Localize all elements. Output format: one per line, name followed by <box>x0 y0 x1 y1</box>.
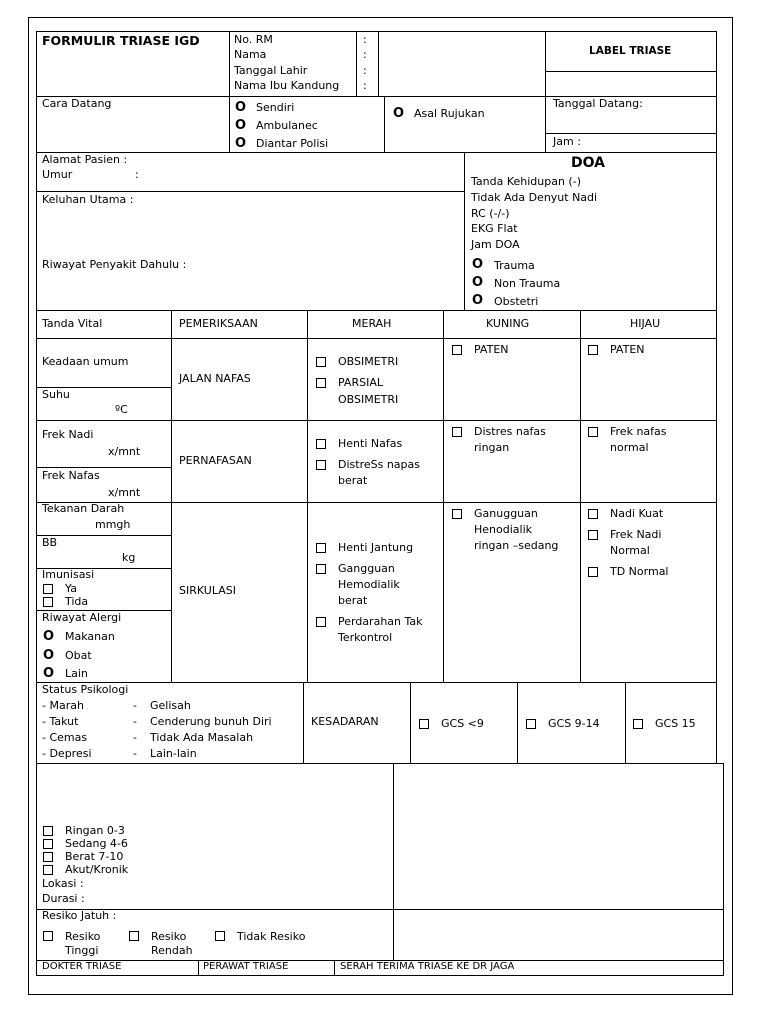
kuning-ganugguan: ringan –sedang <box>474 539 559 552</box>
psikologi-dash: - <box>133 731 137 744</box>
checkbox-merah-obsimetri[interactable] <box>316 357 326 367</box>
kuning-paten: PATEN <box>474 343 509 356</box>
form-title: FORMULIR TRIASE IGD <box>42 33 200 48</box>
obstetri-label: Obstetri <box>494 295 539 308</box>
nyeri-akut: Akut/Kronik <box>65 863 129 876</box>
frek-nafas-label: Frek Nafas <box>42 469 100 482</box>
page-border <box>28 17 733 995</box>
psikologi-item: Tidak Ada Masalah <box>150 731 254 744</box>
hijau-frek-nafas: Frek nafas <box>610 425 667 438</box>
tanggal-datang-label: Tanggal Datang: <box>553 97 643 110</box>
ya-label: Ya <box>65 582 77 595</box>
doa-line: EKG Flat <box>471 222 518 235</box>
checkbox-nyeri-berat[interactable] <box>43 852 53 862</box>
ambulance-label: Ambulanec <box>256 119 318 132</box>
col-kuning: KUNING <box>486 317 530 330</box>
resiko-tinggi: Resiko <box>65 930 101 943</box>
radio-diantar-polisi[interactable]: O <box>235 136 247 151</box>
tidak-resiko: Tidak Resiko <box>237 930 306 943</box>
resiko-tinggi: Tinggi <box>65 944 99 957</box>
obat-label: Obat <box>65 649 92 662</box>
hijau-paten: PATEN <box>610 343 645 356</box>
psikologi-dash: - <box>133 715 137 728</box>
checkbox-hijau-frek-nafas[interactable] <box>588 427 598 437</box>
nyeri-berat: Berat 7-10 <box>65 850 124 863</box>
label-triase: LABEL TRIASE <box>589 45 672 57</box>
doa-line: Tidak Ada Denyut Nadi <box>471 191 598 204</box>
checkbox-gcs-mid[interactable] <box>526 719 536 729</box>
no-rm-label: No. RM <box>234 33 273 46</box>
checkbox-nyeri-ringan[interactable] <box>43 826 53 836</box>
checkbox-merah-henti-nafas[interactable] <box>316 439 326 449</box>
frek-nafas-unit: x/mnt <box>108 486 141 499</box>
merah-henti-nafas: Henti Nafas <box>338 437 403 450</box>
checkbox-nyeri-akut[interactable] <box>43 865 53 875</box>
radio-lain[interactable]: O <box>43 666 55 681</box>
merah-distress: DistreSs napas <box>338 458 420 471</box>
riwayat-label: Riwayat Penyakit Dahulu : <box>42 258 187 271</box>
tida-label: Tida <box>65 595 89 608</box>
merah-gangguan: Hemodialik <box>338 578 400 591</box>
radio-non-trauma[interactable]: O <box>472 275 484 290</box>
trauma-label: Trauma <box>494 259 535 272</box>
radio-ambulance[interactable]: O <box>235 118 247 133</box>
colon: : <box>363 64 367 77</box>
checkbox-merah-perdarahan[interactable] <box>316 617 326 627</box>
checkbox-imunisasi-tida[interactable] <box>43 597 53 607</box>
tekanan-darah-label: Tekanan Darah <box>42 502 125 515</box>
radio-makanan[interactable]: O <box>43 629 55 644</box>
doa-title: DOA <box>571 155 605 171</box>
jalan-nafas-label: JALAN NAFAS <box>179 372 251 385</box>
kuning-ganugguan: Henodialik <box>474 523 533 536</box>
checkbox-hijau-paten[interactable] <box>588 345 598 355</box>
resiko-rendah: Rendah <box>151 944 193 957</box>
checkbox-kuning-paten[interactable] <box>452 345 462 355</box>
merah-perdarahan: Perdarahan Tak <box>338 615 423 628</box>
colon: : <box>363 48 367 61</box>
kuning-ganugguan: Ganugguan <box>474 507 538 520</box>
nyeri-ringan: Ringan 0-3 <box>65 824 125 837</box>
non-trauma-label: Non Trauma <box>494 277 561 290</box>
psikologi-item: - Takut <box>42 715 79 728</box>
suhu-unit: ºC <box>115 403 128 416</box>
merah-gangguan: berat <box>338 594 368 607</box>
gcs-high-label: GCS 15 <box>655 717 696 730</box>
merah-distress: berat <box>338 474 368 487</box>
checkbox-tidak-resiko[interactable] <box>215 931 225 941</box>
alamat-label: Alamat Pasien : <box>42 153 128 166</box>
asal-rujukan-label: Asal Rujukan <box>414 107 485 120</box>
hijau-frek-nafas: normal <box>610 441 649 454</box>
psikologi-dash: - <box>133 699 137 712</box>
nama-label: Nama <box>234 48 267 61</box>
frek-nadi-unit: x/mnt <box>108 445 141 458</box>
merah-parsial: PARSIAL <box>338 376 383 389</box>
jam-label: Jam : <box>553 135 581 148</box>
merah-gangguan: Gangguan <box>338 562 395 575</box>
kesadaran-label: KESADARAN <box>311 715 379 728</box>
resiko-title: Resiko Jatuh : <box>42 909 117 922</box>
resiko-rendah: Resiko <box>151 930 187 943</box>
diantar-polisi-label: Diantar Polisi <box>256 137 329 150</box>
merah-perdarahan: Terkontrol <box>338 631 393 644</box>
serah-terima: SERAH TERIMA TRIASE KE DR JAGA <box>340 961 515 972</box>
keluhan-label: Keluhan Utama : <box>42 193 134 206</box>
psikologi-item: - Marah <box>42 699 84 712</box>
gcs-low-label: GCS <9 <box>441 717 484 730</box>
psikologi-item: - Cemas <box>42 731 88 744</box>
checkbox-kuning-ganugguan[interactable] <box>452 509 462 519</box>
pernafasan-label: PERNAFASAN <box>179 454 252 467</box>
cara-datang-label: Cara Datang <box>42 97 112 110</box>
perawat-triase: PERAWAT TRIASE <box>203 961 289 972</box>
radio-asal-rujukan[interactable]: O <box>393 106 405 121</box>
merah-obsimetri: OBSIMETRI <box>338 355 399 368</box>
bb-unit: kg <box>122 551 136 564</box>
radio-sendiri[interactable]: O <box>235 100 247 115</box>
sirkulasi-label: SIRKULASI <box>179 584 236 597</box>
checkbox-imunisasi-ya[interactable] <box>43 584 53 594</box>
radio-obstetri[interactable]: O <box>472 293 484 308</box>
keadaan-umum-label: Keadaan umum <box>42 355 129 368</box>
umur-label: Umur <box>42 168 73 181</box>
merah-parsial: OBSIMETRI <box>338 393 399 406</box>
merah-henti-jantung: Henti Jantung <box>338 541 414 554</box>
psikologi-dash: - <box>133 747 137 760</box>
checkbox-kuning-distres[interactable] <box>452 427 462 437</box>
checkbox-hijau-frek-nadi[interactable] <box>588 530 598 540</box>
psikologi-item: Lain-lain <box>150 747 197 760</box>
checkbox-merah-gangguan[interactable] <box>316 564 326 574</box>
checkbox-merah-parsial[interactable] <box>316 378 326 388</box>
lain-label: Lain <box>65 667 88 680</box>
checkbox-gcs-low[interactable] <box>419 719 429 729</box>
hijau-nadi-kuat: Nadi Kuat <box>610 507 664 520</box>
psikologi-item: Gelisah <box>150 699 191 712</box>
durasi-label: Durasi : <box>42 892 85 905</box>
colon: : <box>363 79 367 92</box>
col-tanda-vital: Tanda Vital <box>42 317 103 330</box>
psikologi-title: Status Psikologi <box>42 683 129 696</box>
tanggal-lahir-label: Tanggal Lahir <box>234 64 308 77</box>
dokter-triase: DOKTER TRIASE <box>42 961 122 972</box>
td-unit: mmgh <box>95 518 131 531</box>
checkbox-gcs-high[interactable] <box>633 719 643 729</box>
checkbox-hijau-nadi-kuat[interactable] <box>588 509 598 519</box>
hijau-frek-nadi: Frek Nadi <box>610 528 662 541</box>
col-hijau: HIJAU <box>630 317 661 330</box>
radio-trauma[interactable]: O <box>472 257 484 272</box>
checkbox-nyeri-sedang[interactable] <box>43 839 53 849</box>
checkbox-hijau-td-normal[interactable] <box>588 567 598 577</box>
psikologi-item: Cenderung bunuh Diri <box>150 715 272 728</box>
kuning-distres: ringan <box>474 441 510 454</box>
psikologi-item: - Depresi <box>42 747 92 760</box>
checkbox-merah-henti-jantung[interactable] <box>316 543 326 553</box>
checkbox-merah-distress[interactable] <box>316 460 326 470</box>
sendiri-label: Sendiri <box>256 101 295 114</box>
checkbox-resiko-tinggi[interactable] <box>43 931 53 941</box>
gcs-mid-label: GCS 9-14 <box>548 717 600 730</box>
doa-line: Jam DOA <box>471 238 520 251</box>
bb-label: BB <box>42 536 58 549</box>
makanan-label: Makanan <box>65 630 115 643</box>
col-pemeriksaan: PEMERIKSAAN <box>179 317 258 330</box>
imunisasi-label: Imunisasi <box>42 568 95 581</box>
colon: : <box>363 33 367 46</box>
checkbox-resiko-rendah[interactable] <box>129 931 139 941</box>
kuning-distres: Distres nafas <box>474 425 546 438</box>
hijau-td-normal: TD Normal <box>610 565 669 578</box>
nyeri-sedang: Sedang 4-6 <box>65 837 128 850</box>
col-merah: MERAH <box>352 317 392 330</box>
radio-obat[interactable]: O <box>43 648 55 663</box>
hijau-frek-nadi: Normal <box>610 544 650 557</box>
suhu-label: Suhu <box>42 388 70 401</box>
lokasi-label: Lokasi : <box>42 877 84 890</box>
doa-line: RC (-/-) <box>471 207 510 220</box>
nama-ibu-label: Nama Ibu Kandung <box>234 79 340 92</box>
doa-line: Tanda Kehidupan (-) <box>471 175 581 188</box>
frek-nadi-label: Frek Nadi <box>42 428 94 441</box>
riwayat-alergi-label: Riwayat Alergi <box>42 611 122 624</box>
umur-colon: : <box>135 168 139 181</box>
